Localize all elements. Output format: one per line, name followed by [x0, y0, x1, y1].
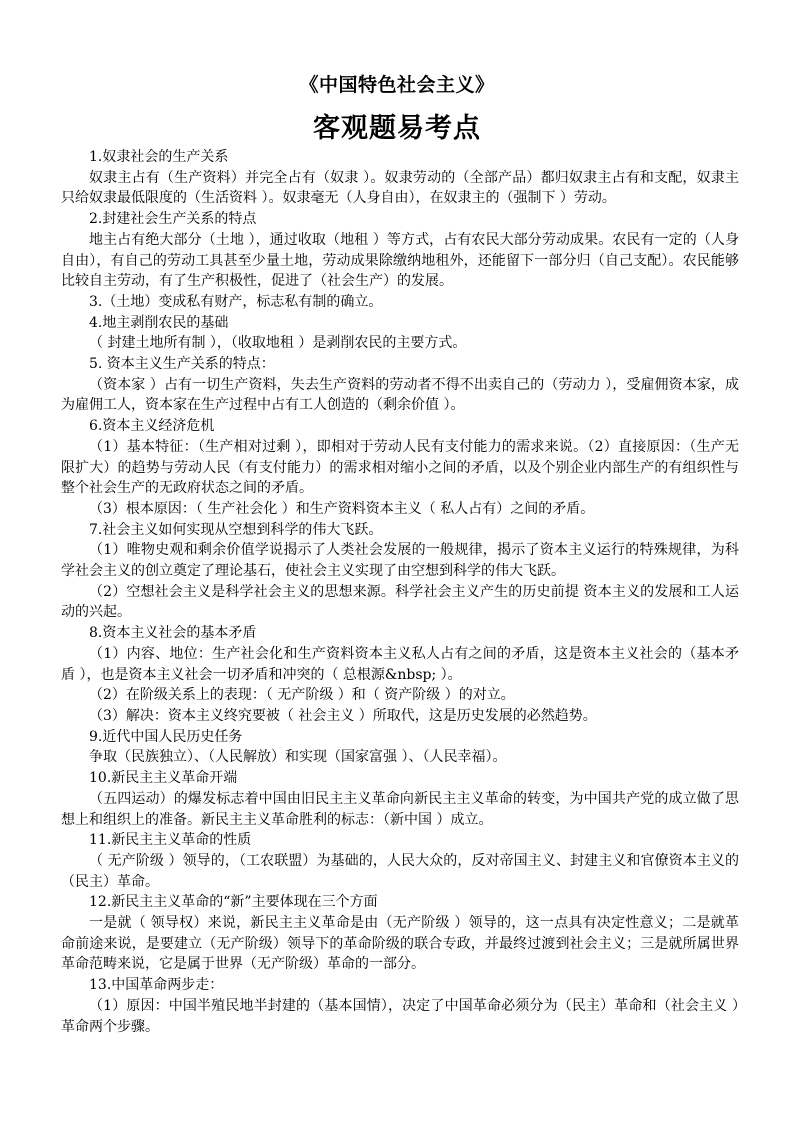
section-paragraph: （1）原因：中国半殖民地半封建的（基本国情），决定了中国革命必须分为（民主）革命和（社会主义 ）革命两个步骤。	[61, 997, 739, 1035]
section-heading: 8.资本主义社会的基本矛盾	[89, 625, 257, 642]
section-heading: 10.新民主主义革命开端	[89, 770, 238, 787]
section-heading: 6.资本主义经济危机	[89, 418, 215, 435]
section-paragraph: （2）空想社会主义是科学社会主义的思想来源。科学社会主义产生的历史前提 资本主义的发展和工人运动的兴起。	[61, 583, 739, 621]
section-heading: 1.奴隶社会的生产关系	[89, 149, 229, 165]
section-heading: 12.新民主主义革命的“新”主要体现在三个方面	[89, 894, 378, 911]
section-heading: 7.社会主义如何实现从空想到科学的伟大飞跃。	[89, 521, 383, 538]
section-heading: 4.地主剥削农民的基础	[89, 314, 229, 331]
section-paragraph: 争取（民族独立）、（人民解放）和实现（国家富强 ）、（人民幸福）。	[89, 749, 507, 766]
section-paragraph: （1）唯物史观和剩余价值学说揭示了人类社会发展的一般规律，揭示了资本主义运行的特殊规律，为科学社会主义的创立奠定了理论基石，使社会主义实现了由空想到科学的伟大飞跃。	[61, 542, 739, 580]
section-paragraph: （2）在阶级关系上的表现：（ 无产阶级 ）和（ 资产阶级 ）的对立。	[89, 687, 515, 704]
section-paragraph: （3）根本原因：（ 生产社会化 ）和生产资料资本主义（ 私人占有）之间的矛盾。	[89, 500, 595, 517]
section-paragraph: （1）内容、地位：生产社会化和生产资料资本主义私人占有之间的矛盾，这是资本主义社会的（基本矛盾 ），也是资本主义社会一切矛盾和冲突的（ 总根源&nbsp; ）。	[61, 645, 739, 683]
section-paragraph: 奴隶主占有（生产资料）并完全占有（奴隶 ）。奴隶劳动的（全部产品）都归奴隶主占有和支配，奴隶主只给奴隶最低限度的（生活资料 ）。奴隶毫无（人身自由），在奴隶主的（强制下 ）劳动。	[61, 169, 739, 207]
section-paragraph: （资本家 ）占有一切生产资料，失去生产资料的劳动者不得不出卖自己的（劳动力 ），受雇佣资本家，成为雇佣工人，资本家在生产过程中占有工人创造的（剩余价值 ）。	[61, 376, 739, 414]
section-heading: 5. 资本主义生产关系的特点：	[89, 356, 275, 373]
section-heading: 2.封建社会生产关系的特点	[89, 211, 257, 228]
section-heading: 3.（土地）变成私有财产，标志私有制的确立。	[89, 293, 383, 310]
section-paragraph: （五四运动）的爆发标志着中国由旧民主主义革命向新民主主义革命的转变，为中国共产党的成立做了思想上和组织上的准备。新民主主义革命胜利的标志：（新中国 ）成立。	[61, 790, 739, 828]
document-subtitle: 客观题易考点	[313, 113, 481, 144]
section-heading: 9.近代中国人民历史任务	[89, 728, 243, 745]
section-paragraph: （ 无产阶级 ）领导的，（工农联盟）为基础的，人民大众的，反对帝国主义、封建主义和官僚资本主义的（民主）革命。	[61, 852, 739, 890]
document-body	[61, 147, 739, 1037]
section-paragraph: （ 封建土地所有制 ），（收取地租 ）是剥削农民的主要方式。	[89, 335, 467, 352]
section-paragraph: 地主占有绝大部分（土地 ），通过收取（地租 ）等方式，占有农民大部分劳动成果。农民有一定的（人身自由），有自己的劳动工具甚至少量土地，劳动成果除缴纳地租外，还能留下一部分归（自己支配）。农民能够比较自主劳动，有了生产积极性，促进了（社会生产）的发展。	[61, 231, 739, 290]
section-paragraph: （1）基本特征：（生产相对过剩 ），即相对于劳动人民有支付能力的需求来说。（2）直接原因：（生产无限扩大）的趋势与劳动人民（有支付能力）的需求相对缩小之间的矛盾，以及个别企业内部生产的有组织性与整个社会生产的无政府状态之间的矛盾。	[61, 438, 739, 497]
section-heading: 13.中国革命两步走：	[89, 977, 224, 994]
section-heading: 11.新民主主义革命的性质	[89, 832, 252, 849]
section-paragraph: 一是就（ 领导权）来说，新民主主义革命是由（无产阶级 ）领导的，这一点具有决定性意义；二是就革命前途来说，是要建立（无产阶级）领导下的革命阶级的联合专政，并最终过渡到社会主义；三是就所属世界革命范畴来说，它是属于世界（无产阶级）革命的一部分。	[61, 915, 739, 973]
section-paragraph: （3）解决：资本主义终究要被（ 社会主义 ）所取代，这是历史发展的必然趋势。	[89, 707, 597, 724]
document-title: 《中国特色社会主义》	[299, 74, 495, 96]
